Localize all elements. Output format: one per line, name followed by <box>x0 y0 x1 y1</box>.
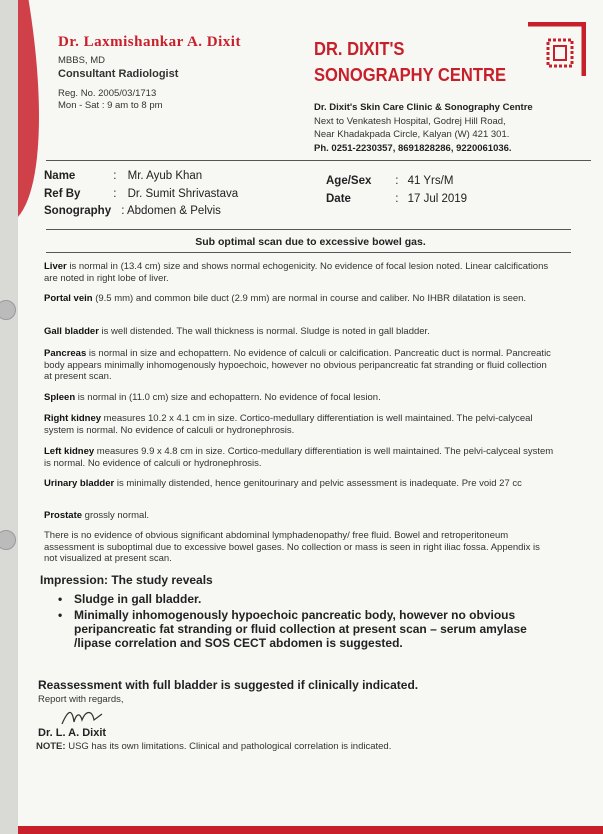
patient-divider-top <box>46 229 571 230</box>
finding-left-kidney: Left kidney measures 9.9 x 4.8 cm in size. Cortico-medullary differentiation is well maintained. The pelvi-calyceal system is normal. No evidence of calculi or hydronephrosis. <box>44 446 554 469</box>
finding-gall-bladder: Gall bladder is well distended. The wall thickness is normal. Sludge is noted in gall bladder. <box>44 326 430 337</box>
sonography-row <box>44 205 221 217</box>
refby-value: Dr. Sumit Shrivastava <box>127 188 239 200</box>
sonography-value: : Abdomen & Pelvis <box>121 205 221 217</box>
pancreas-term: Pancreas <box>44 348 87 359</box>
agesex-row: Age/Sex : 41 Yrs/M <box>326 175 454 187</box>
finding-pancreas: Pancreas is normal in size and echopattern. No evidence of calculi or calcification. Pancreatic duct is normal. Pancreatic body appears minimally inhomogenously hypoechoic, however no obvious peripancreatic fat stranding or fluid collection at present scan. <box>44 348 551 382</box>
phone-numbers: Ph. 0251-2230357, 8691828286, 9220061036. <box>314 142 512 154</box>
signatory-name: Dr. L. A. Dixit <box>38 727 107 739</box>
clinic-hours: Mon - Sat : 9 am to 8 pm <box>58 100 163 111</box>
refby-label: Ref By <box>44 188 81 200</box>
finding-portal-vein: Portal vein (9.5 mm) and common bile duct (2.9 mm) are normal in course and caliber. No IHBR dilatation is seen. <box>44 293 527 304</box>
centre-name <box>314 36 506 88</box>
registration-number: Reg. No. 2005/03/1713 <box>58 88 157 99</box>
right-kidney-term: Right kidney <box>44 413 102 424</box>
finding-prostate: Prostate grossly normal. <box>44 510 150 521</box>
centre-logo-icon <box>528 22 586 78</box>
name-label: Name <box>44 170 76 182</box>
impression-heading: Impression: The study reveals <box>40 573 213 587</box>
urinary-bladder-term: Urinary bladder <box>44 478 115 489</box>
spleen-term: Spleen <box>44 392 76 403</box>
gall-term: Gall bladder <box>44 326 99 337</box>
finding-urinary-bladder: Urinary bladder is minimally distended, hence genitourinary and pelvic assessment is inadequate. Pre void 27 cc <box>44 478 522 489</box>
address-clinic-name: Dr. Dixit's Skin Care Clinic & Sonography Centre <box>314 102 533 113</box>
portal-term: Portal vein <box>44 293 93 304</box>
sonography-label: Sonography <box>44 205 112 217</box>
address-line-2: Next to Venkatesh Hospital, Godrej Hill Road, <box>314 115 506 127</box>
report-page <box>18 0 603 834</box>
doctor-qualification: MBBS, MD <box>58 55 105 66</box>
agesex-value: 41 Yrs/M <box>407 175 454 187</box>
date-row: Date : 17 Jul 2019 <box>326 193 468 205</box>
regards-text: Report with regards, <box>38 694 124 705</box>
punch-hole-decoration <box>0 530 16 550</box>
doctor-name: Dr. Laxmishankar A. Dixit <box>58 34 241 50</box>
date-value: 17 Jul 2019 <box>407 193 468 205</box>
patient-name-row: Name : Mr. Ayub Khan <box>44 170 203 182</box>
scan-quality-note: Sub optimal scan due to excessive bowel gas. <box>195 236 426 248</box>
doctor-role: Consultant Radiologist <box>58 68 179 80</box>
name-value: Mr. Ayub Khan <box>127 170 203 182</box>
date-label: Date <box>326 193 351 205</box>
punch-hole-decoration <box>0 300 16 320</box>
agesex-label: Age/Sex <box>326 175 372 187</box>
finding-misc: There is no evidence of obvious significant abdominal lymphadenopathy/ free fluid. Bowel and retroperitoneum assessment is suboptimal due to excessive bowel gases. No collection or mass is seen in right iliac fossa. Appendix is not visualized at present scan. <box>44 530 540 564</box>
impression-list <box>58 592 528 652</box>
refby-row: Ref By : Dr. Sumit Shrivastava <box>44 188 239 200</box>
finding-spleen: Spleen is normal in (11.0 cm) size and echopattern. No evidence of focal lesion. <box>44 392 381 403</box>
disclaimer-note: NOTE: USG has its own limitations. Clinical and pathological correlation is indicated. <box>36 741 392 752</box>
centre-address <box>314 101 533 155</box>
centre-name-line1: DR. DIXIT'S <box>314 39 405 59</box>
patient-divider-bottom <box>46 252 571 253</box>
finding-right-kidney: Right kidney measures 10.2 x 4.1 cm in size. Cortico-medullary differentiation is well maintained. The pelvi-calyceal system is normal. No evidence of calculi or hydronephrosis. <box>44 413 533 436</box>
reassessment-note: Reassessment with full bladder is suggested if clinically indicated. <box>38 678 419 692</box>
prostate-term: Prostate <box>44 510 83 521</box>
impression-item: • Sludge in gall bladder. <box>58 592 528 606</box>
impression-item: • Minimally inhomogenously hypoechoic pancreatic body, however no obvious peripancreatic fat stranding or fluid collection at present scan – serum amylase /lipase correlation and SOS CECT abdomen is suggested. <box>58 608 528 650</box>
liver-term: Liver <box>44 261 67 272</box>
footer-red-bar <box>18 826 603 834</box>
finding-liver: Liver is normal in (13.4 cm) size and shows normal echogenicity. No evidence of focal lesion noted. Linear calcifications are noted in right lobe of liver. <box>44 261 549 284</box>
left-kidney-term: Left kidney <box>44 446 95 457</box>
header-divider <box>46 160 591 161</box>
note-label: NOTE: <box>36 741 66 752</box>
centre-name-line2: SONOGRAPHY CENTRE <box>314 65 507 85</box>
address-line-3: Near Khadakpada Circle, Kalyan (W) 421 301. <box>314 129 510 140</box>
